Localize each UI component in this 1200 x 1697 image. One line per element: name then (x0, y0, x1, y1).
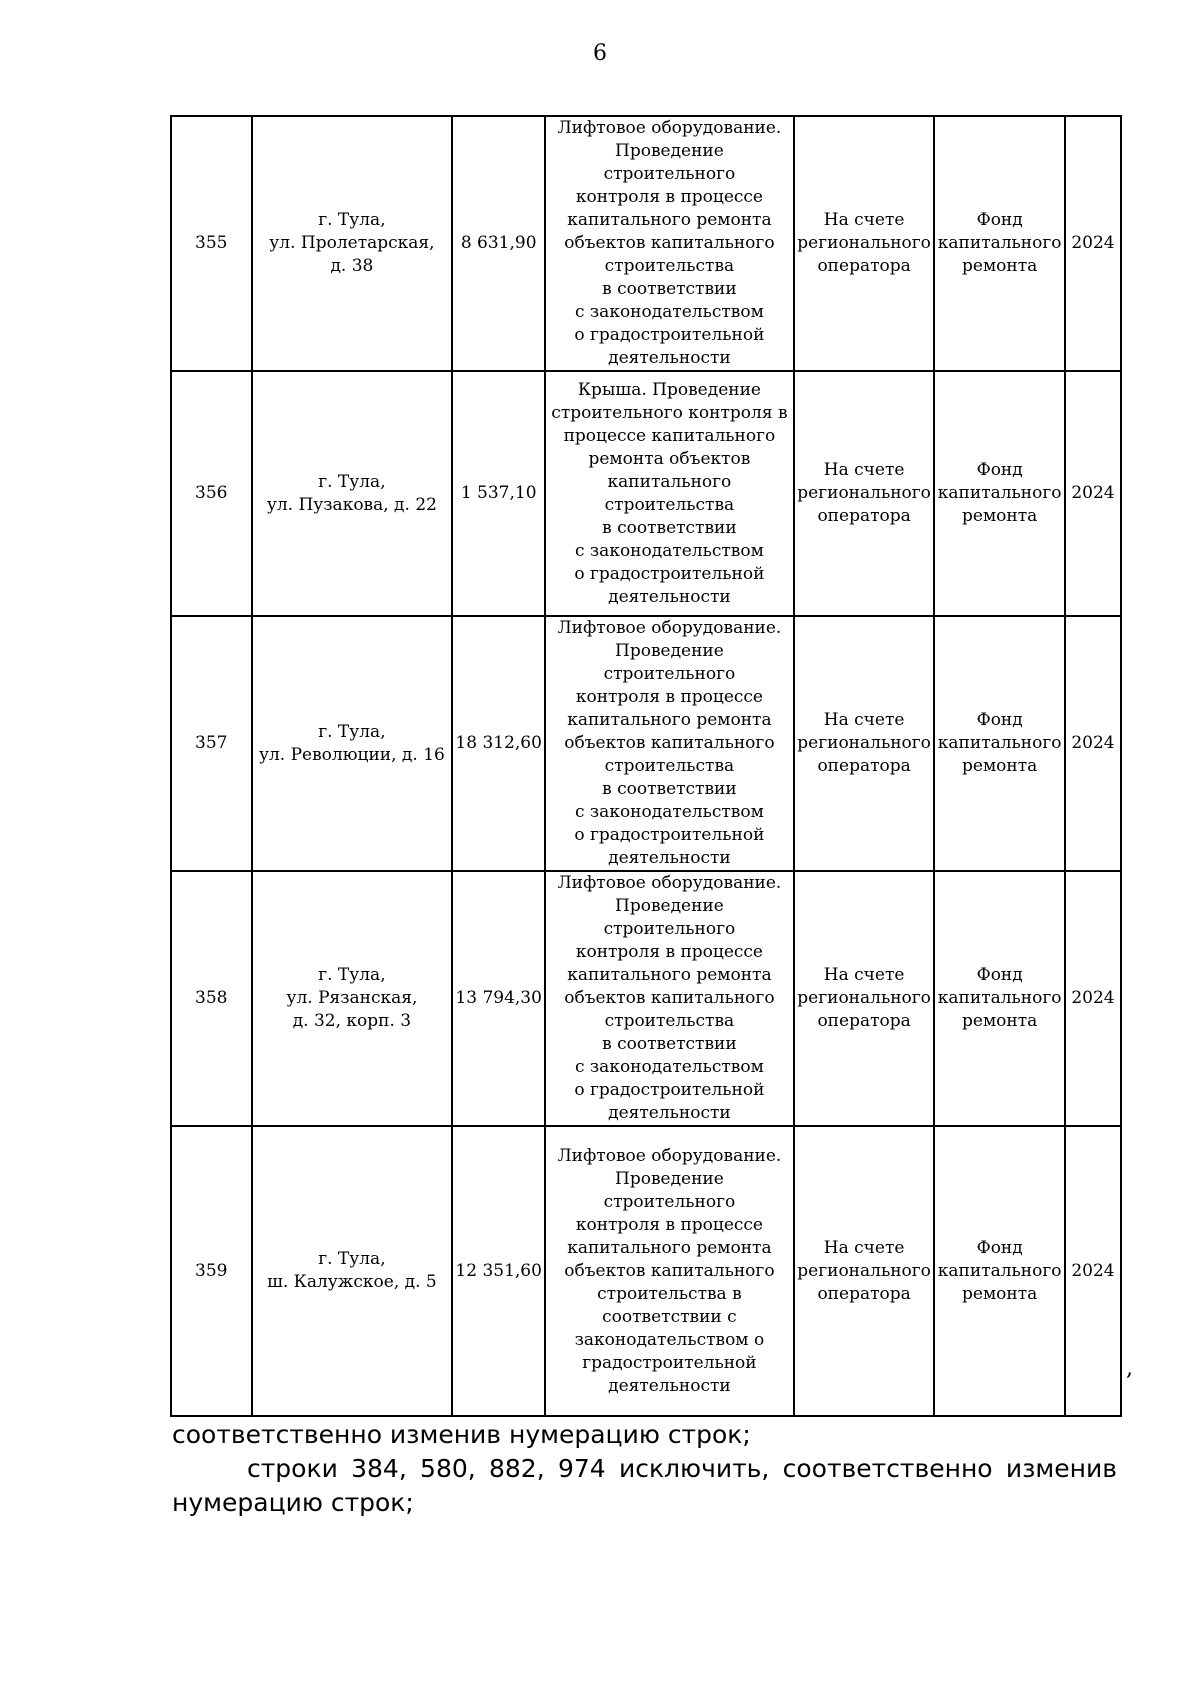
account-cell: На счете регионального оператора (794, 871, 935, 1126)
table-row (171, 116, 1121, 371)
paragraph-exclude-rows: строки 384, 580, 882, 974 исключить, соответственно изменив нумерацию строк; (172, 1454, 1117, 1517)
row-number-cell: 356 (171, 371, 252, 616)
year-cell: 2024 (1065, 116, 1121, 371)
address-cell: г. Тула, ул. Рязанская, д. 32, корп. 3 (252, 871, 453, 1126)
table-row (171, 616, 1121, 871)
data-table (170, 115, 1122, 1417)
address-cell: г. Тула, ш. Калужское, д. 5 (252, 1126, 453, 1416)
account-cell: На счете регионального оператора (794, 1126, 935, 1416)
funding-source-cell: Фонд капитального ремонта (934, 616, 1064, 871)
page-number: 6 (593, 41, 607, 66)
funding-source-cell: Фонд капитального ремонта (934, 871, 1064, 1126)
account-cell: На счете регионального оператора (794, 371, 935, 616)
row-number-cell: 355 (171, 116, 252, 371)
paragraph-renumber-note: соответственно изменив нумерацию строк; (172, 1420, 751, 1449)
table-row (171, 1126, 1121, 1416)
table-row (171, 371, 1121, 616)
work-type-cell: Лифтовое оборудование. Проведение строительного контроля в процессе капитального ремонта объектов капитального строительства в соответствии с законодательством о градостроительной деятельности (545, 1126, 794, 1416)
funding-source-cell: Фонд капитального ремонта (934, 371, 1064, 616)
account-cell: На счете регионального оператора (794, 616, 935, 871)
address-cell: г. Тула, ул. Революции, д. 16 (252, 616, 453, 871)
funding-source-cell: Фонд капитального ремонта (934, 1126, 1064, 1416)
table-trailing-comma: , (1126, 1356, 1133, 1381)
funding-source-cell: Фонд капитального ремонта (934, 116, 1064, 371)
table-row (171, 871, 1121, 1126)
address-cell: г. Тула, ул. Пузакова, д. 22 (252, 371, 453, 616)
year-cell: 2024 (1065, 871, 1121, 1126)
address-cell: г. Тула, ул. Пролетарская, д. 38 (252, 116, 453, 371)
row-number-cell: 358 (171, 871, 252, 1126)
account-cell: На счете регионального оператора (794, 116, 935, 371)
year-cell: 2024 (1065, 1126, 1121, 1416)
work-type-cell: Лифтовое оборудование. Проведение строительного контроля в процессе капитального ремонта объектов капитального строительства в соответствии с законодательством о градостроительной деятельности (545, 116, 794, 371)
area-cell: 18 312,60 (452, 616, 545, 871)
area-cell: 1 537,10 (452, 371, 545, 616)
work-type-cell: Крыша. Проведение строительного контроля в процессе капитального ремонта объектов капитального строительства в соответствии с законодательством о градостроительной деятельности (545, 371, 794, 616)
work-type-cell: Лифтовое оборудование. Проведение строительного контроля в процессе капитального ремонта объектов капитального строительства в соответствии с законодательством о градостроительной деятельности (545, 616, 794, 871)
row-number-cell: 357 (171, 616, 252, 871)
area-cell: 8 631,90 (452, 116, 545, 371)
area-cell: 13 794,30 (452, 871, 545, 1126)
area-cell: 12 351,60 (452, 1126, 545, 1416)
year-cell: 2024 (1065, 616, 1121, 871)
row-number-cell: 359 (171, 1126, 252, 1416)
work-type-cell: Лифтовое оборудование. Проведение строительного контроля в процессе капитального ремонта объектов капитального строительства в соответствии с законодательством о градостроительной деятельности (545, 871, 794, 1126)
year-cell: 2024 (1065, 371, 1121, 616)
